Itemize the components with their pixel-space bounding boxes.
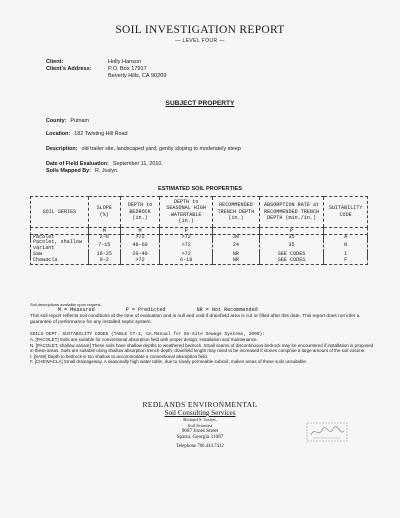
cell-suitability: A xyxy=(324,234,368,240)
cell-soil-series: Chewacla xyxy=(31,258,89,264)
header-slope: SLOPE (%) xyxy=(88,197,120,228)
note-f: F. [CHEWACLA] Small drainageway. A seasonally high water table, due to slowly permeable subsoil, makes areas of these soils unsuitable. xyxy=(30,359,308,365)
cell-suitability: I xyxy=(324,252,368,258)
suitability-notes xyxy=(30,332,375,364)
cell-slope: 0-2 xyxy=(88,258,120,264)
cell-trench-depth: NR xyxy=(212,252,259,258)
cell-absorption-rate: SEE CODES xyxy=(259,258,323,264)
header-soil-series: SOIL SERIES xyxy=(31,197,89,228)
signature-stamp xyxy=(306,422,348,447)
county-field xyxy=(46,118,89,124)
client-label: Client: xyxy=(46,59,64,65)
cell-depth-watertable: 6-18 xyxy=(160,258,213,264)
client-name: Holly Hanson xyxy=(108,59,142,65)
header-suitability: SUITABILITY CODE xyxy=(324,197,368,228)
cell-depth-watertable: >72 xyxy=(160,234,213,240)
legend-not-recommended: NR = Not Recommended xyxy=(196,307,258,313)
note-i: I. [SAW] Depth to bedrock is too shallow to accommodate a conventional absorption field. xyxy=(30,353,208,359)
company-phone: Telephone 706.444.7412 xyxy=(176,443,224,449)
mapped-label: Soils Mapped By: xyxy=(46,168,91,174)
legend-measured: M = Measured xyxy=(58,307,95,313)
table-title: ESTIMATED SOIL PROPERTIES xyxy=(157,186,243,192)
units-row xyxy=(31,227,368,234)
mapped-value: R. Joslyn. xyxy=(94,168,119,174)
legend-predicted: P = Predicted xyxy=(125,307,166,313)
cell-soil-series: Pacolet xyxy=(31,234,89,240)
cell-suitability: N xyxy=(324,240,368,252)
company-person: Richard S. Joslyn, xyxy=(183,417,217,422)
report-title: SOIL INVESTIGATION REPORT xyxy=(115,24,285,36)
client-block xyxy=(46,59,166,80)
disclaimer-text: This soil report reflects soil conditions at the time of evaluation and is null and void if drainfield area is cut or filled after this date. This report does not infer a guarantee of performance for any installed septic system. xyxy=(30,314,360,325)
unit-cell: P xyxy=(160,227,213,234)
cell-slope: 7-15 xyxy=(88,240,120,252)
cell-depth-bedrock: >72 xyxy=(120,234,160,240)
cell-soil-series: Saw xyxy=(31,252,89,258)
subject-heading: SUBJECT PROPERTY xyxy=(165,100,235,107)
note-n: N. [PACOLET, shallow variant] These soils have shallow depths to weathered bedrock. Small seams of discontinuous bedrock may be encountered if installation is proposed in these areas. Soils are suitable using shallow absorption trench depth; drainfield length may need to be increased if stones comprise a large amount of the soil volume. xyxy=(30,342,374,354)
mapped-field xyxy=(46,168,119,174)
description-field xyxy=(46,146,241,152)
county-label: County: xyxy=(46,118,67,124)
cell-slope: 2-6 xyxy=(88,234,120,240)
company-services: Soil Consulting Services xyxy=(164,409,236,417)
table-footnote: Soil descriptions available upon request. xyxy=(30,302,102,307)
cell-slope: 16-25 xyxy=(88,252,120,258)
location-value: 182 Twisting Hill Road xyxy=(74,131,128,137)
report-subtitle: — LEVEL FOUR — xyxy=(175,38,225,44)
cell-trench-depth: NR xyxy=(212,258,259,264)
client-address-line2: Beverly Hills, CA 90209 xyxy=(108,73,167,79)
description-label: Description: xyxy=(46,146,78,152)
date-value: September 11, 2010. xyxy=(112,161,163,167)
cell-absorption-rate: 35 xyxy=(259,240,323,252)
date-label: Date of Field Evaluation: xyxy=(46,161,109,167)
client-address-line1: P.O. Box 17917 xyxy=(108,66,147,72)
cell-absorption-rate: SEE CODES xyxy=(259,252,323,258)
company-person-title: Soil Scientist xyxy=(187,422,213,428)
header-absorption-rate: ABSORPTION RATE at RECOMMENDED TRENCH DEPTH (min./in.) xyxy=(259,197,323,228)
date-field xyxy=(46,161,163,167)
cell-trench-depth: 30 xyxy=(212,234,259,240)
client-address-label: Client's Address: xyxy=(46,66,92,72)
header-trench-depth: RECOMMENDED TRENCH DEPTH (in.) xyxy=(212,197,259,228)
cell-depth-bedrock: 48-60 xyxy=(120,240,160,252)
unit-cell: M xyxy=(88,227,120,234)
cell-depth-bedrock: 20-40 xyxy=(120,252,160,258)
table-legend xyxy=(30,307,370,313)
cell-trench-depth: 24 xyxy=(212,240,259,252)
cell-absorption-rate: 35 xyxy=(259,234,323,240)
county-value: Putnam xyxy=(70,118,89,124)
company-city: Sparta, Georgia 31087 xyxy=(176,434,224,441)
cell-depth-bedrock: >72 xyxy=(120,258,160,264)
soil-properties-table xyxy=(30,196,368,265)
header-depth-watertable: DEPTH to SEASONAL HIGH WATERTABLE (in.) xyxy=(160,197,213,228)
cell-soil-series: Pacolet, shallow variant xyxy=(31,240,89,252)
company-name: REDLANDS ENVIRONMENTAL xyxy=(142,400,258,409)
company-street: 9687 Jones Street xyxy=(181,428,219,434)
cell-depth-watertable: >72 xyxy=(160,240,213,252)
description-value: old trailer site, landscaped yard; gently sloping to moderately steep xyxy=(81,146,241,152)
cell-depth-watertable: >72 xyxy=(160,252,213,258)
location-label: Location: xyxy=(46,131,71,137)
cell-suitability: F xyxy=(324,258,368,264)
table-row xyxy=(31,240,368,252)
unit-cell: P xyxy=(259,227,323,234)
table-row xyxy=(31,258,368,264)
notes-header: SOILS DEPT. SUITABILITY CODES (TABLE CT-1, GA.Manual for On-Site Sewage Systems, 2006): xyxy=(30,332,265,337)
note-a: A. [PACOLET] Soils are suitable for conventional absorption field with proper design, installation and maintenance. xyxy=(30,337,258,343)
location-field xyxy=(46,131,128,137)
header-depth-bedrock: DEPTH to BEDROCK (in.) xyxy=(120,197,160,228)
unit-cell: M xyxy=(120,227,160,234)
